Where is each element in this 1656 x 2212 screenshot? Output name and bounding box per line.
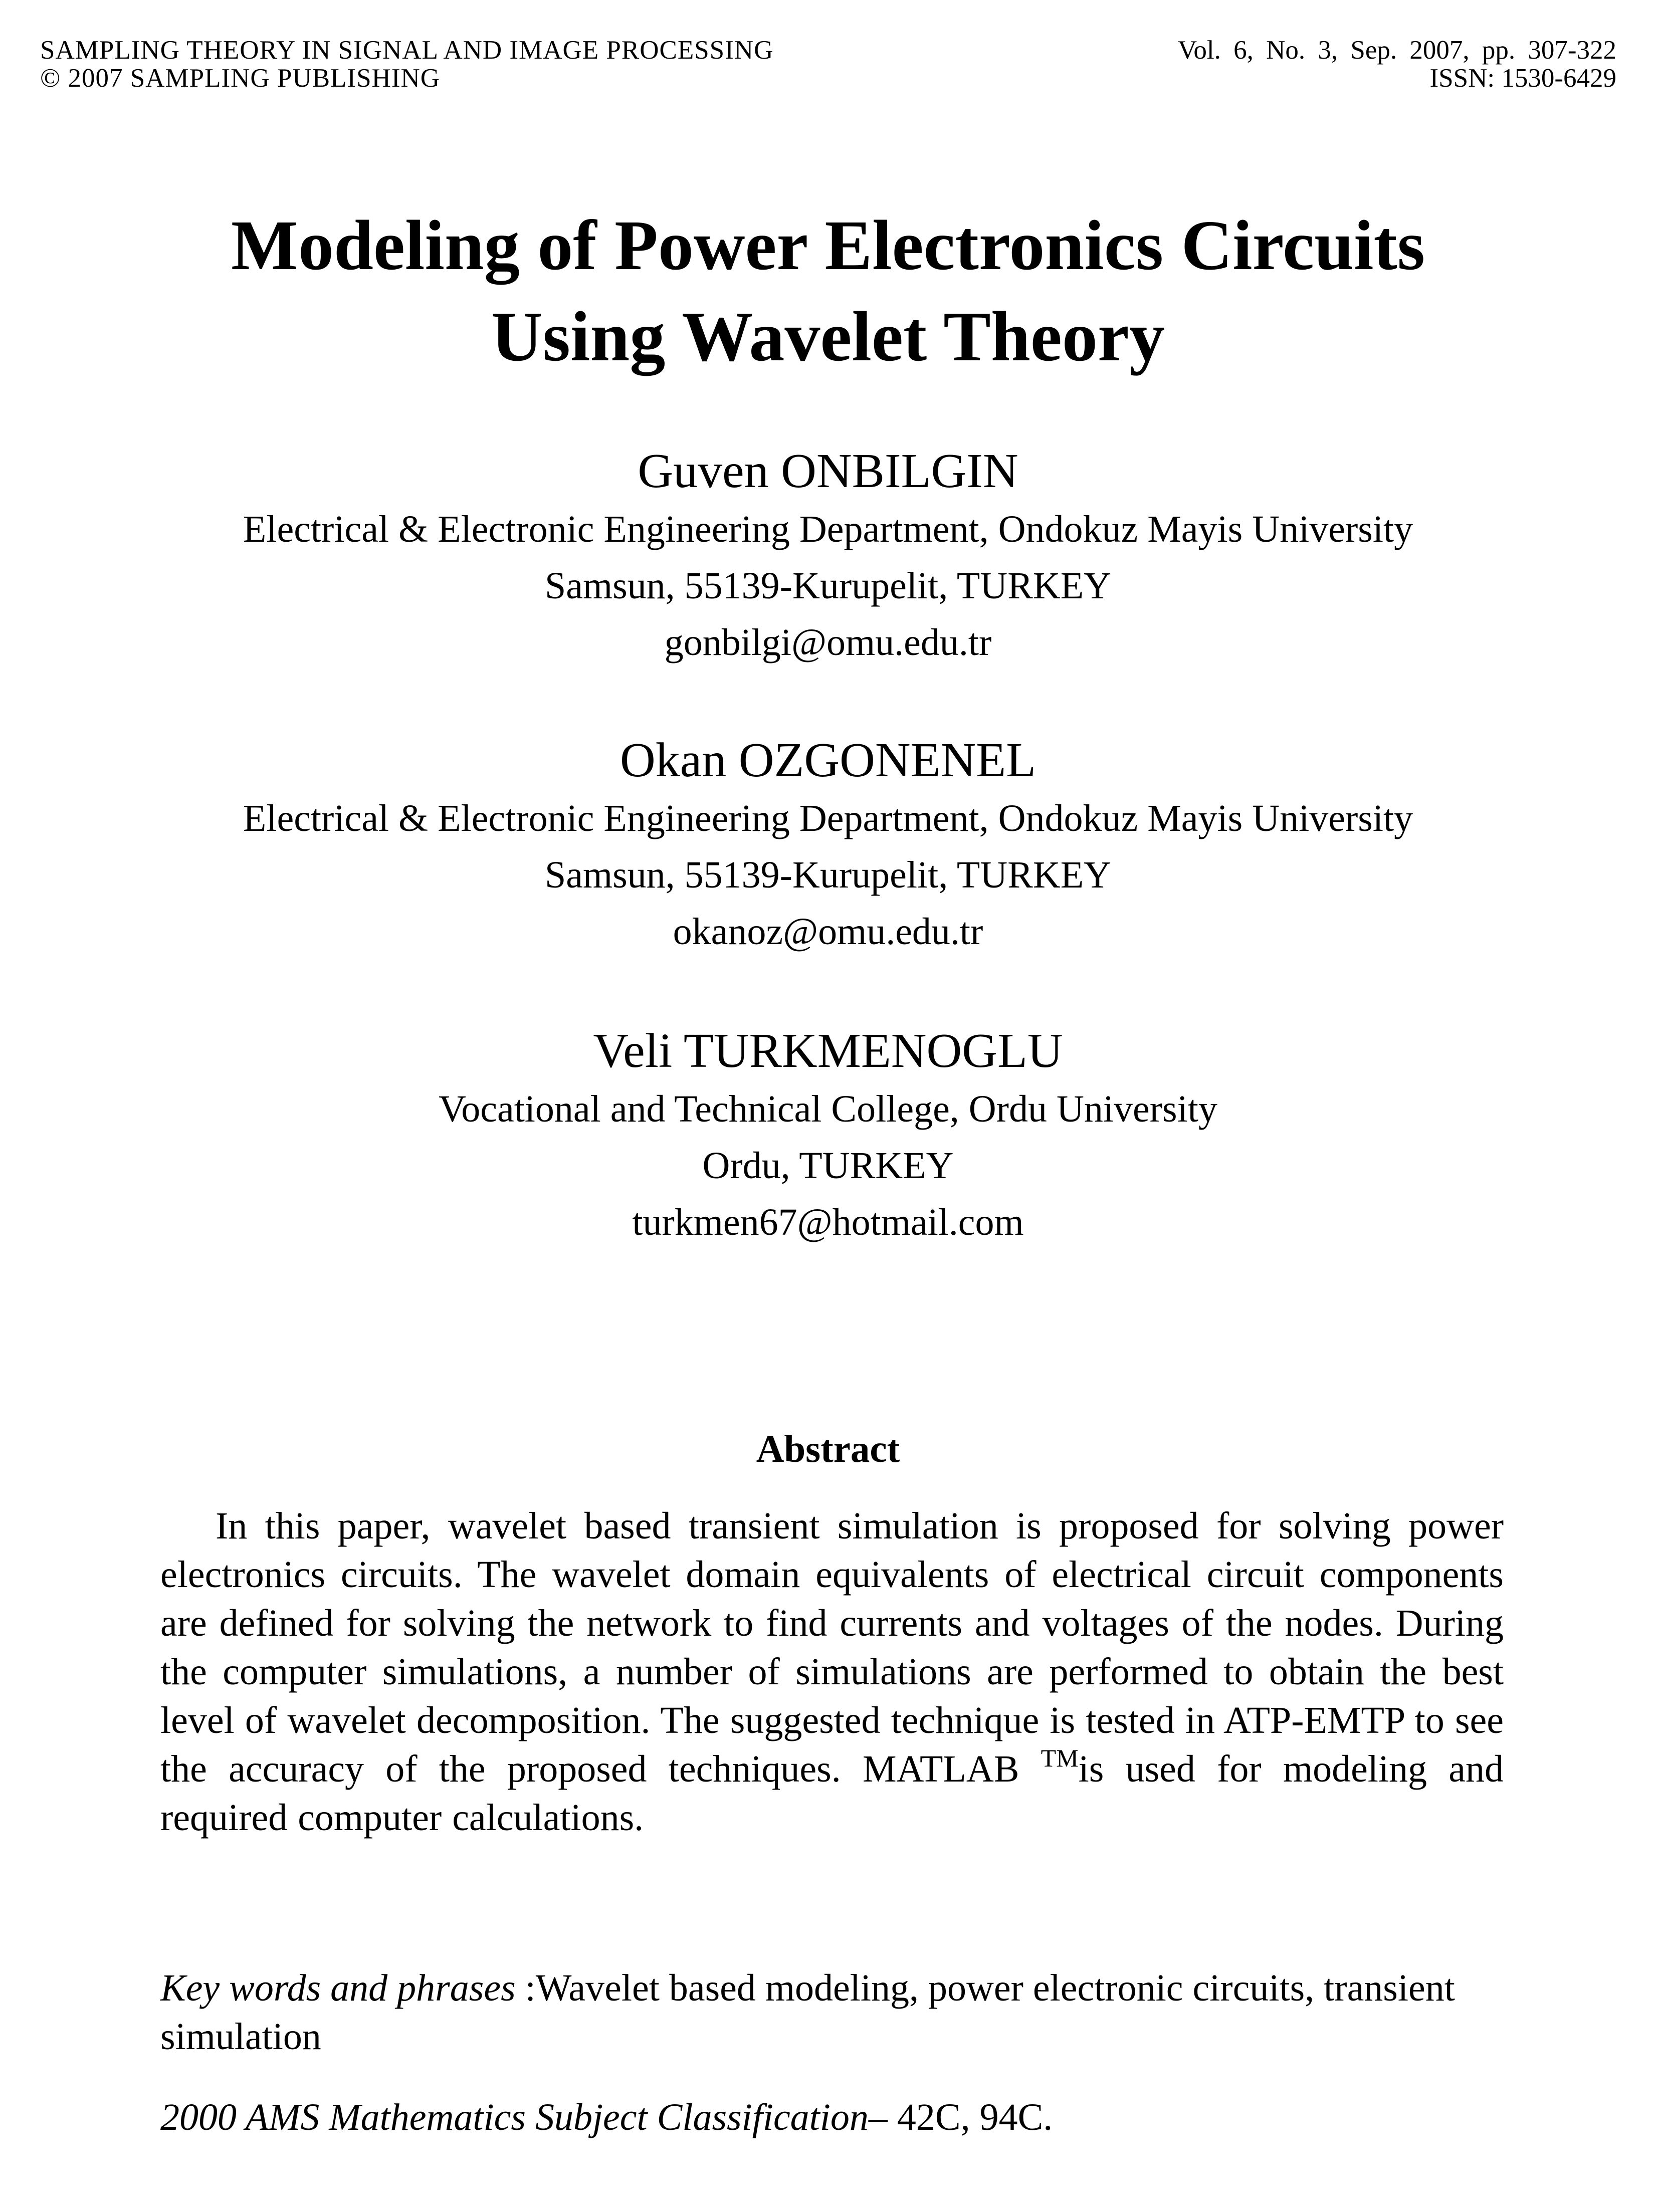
trademark-superscript: TM: [1041, 1744, 1079, 1772]
author-affiliation: Vocational and Technical College, Ordu University: [439, 1088, 1217, 1130]
author-address: Ordu, TURKEY: [702, 1145, 954, 1187]
ams-classification-line: [160, 2093, 1544, 2142]
volume-issue-line: Vol. 6, No. 3, Sep. 2007, pp. 307-322: [1177, 36, 1616, 65]
keywords-paragraph: [160, 1964, 1504, 2061]
author-email: turkmen67@hotmail.com: [632, 1201, 1024, 1243]
author-address: Samsun, 55139-Kurupelit, TURKEY: [544, 854, 1112, 896]
author-email: okanoz@omu.edu.tr: [673, 911, 983, 953]
author-affiliation: Electrical & Electronic Engineering Department, Ondokuz Mayis University: [243, 508, 1413, 550]
keywords-text: :Wavelet based modeling, power electronic circuits, transient simulation: [160, 1967, 1455, 2058]
abstract-paragraph: [160, 1502, 1504, 1842]
article-title-line1: Modeling of Power Electronics Circuits: [231, 205, 1425, 285]
author-name: Guven ONBILGIN: [638, 444, 1018, 498]
author-affiliation: Electrical & Electronic Engineering Department, Ondokuz Mayis University: [243, 797, 1413, 839]
abstract-text-continued: is used for modeling and required computer calculations.: [160, 1748, 1504, 1839]
author-name: Veli TURKMENOGLU: [593, 1024, 1063, 1078]
author-email: gonbilgi@omu.edu.tr: [664, 621, 992, 663]
issn-line: ISSN: 1530-6429: [1429, 64, 1616, 93]
author-address: Samsun, 55139-Kurupelit, TURKEY: [544, 565, 1112, 607]
article-title: [0, 199, 1656, 382]
journal-name: SAMPLING THEORY IN SIGNAL AND IMAGE PROCESSING: [40, 36, 774, 65]
author-block-2: [156, 730, 1500, 960]
abstract-text: In this paper, wavelet based transient simulation is proposed for solving power electronics circuits. The wavelet domain equivalents of electrical circuit components are defined for solving the network to find currents and voltages of the nodes. During the computer simulations, a number of simulations are performed to obtain the best level of wavelet decomposition. The suggested technique is tested in ATP-EMTP to see the accuracy of the proposed techniques. MATLAB: [160, 1505, 1504, 1790]
author-name: Okan OZGONENEL: [619, 733, 1037, 787]
author-block-1: [156, 441, 1500, 671]
copyright-line: © 2007 SAMPLING PUBLISHING: [40, 64, 441, 93]
running-head-right: [1178, 36, 1616, 92]
ams-classification-values: 42C, 94C.: [887, 2096, 1053, 2138]
running-head-left: [40, 36, 773, 92]
ams-classification-label: 2000 AMS Mathematics Subject Classification–: [160, 2096, 888, 2138]
keywords-label: Key words and phrases: [160, 1967, 516, 2009]
abstract-heading: Abstract: [756, 1427, 900, 1470]
author-block-3: [156, 1021, 1500, 1251]
article-title-line2: Using Wavelet Theory: [491, 297, 1165, 376]
